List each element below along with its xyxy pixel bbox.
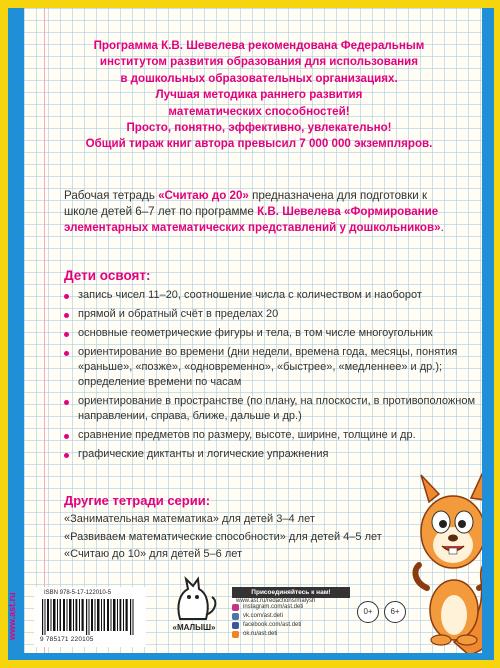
intro-block (54, 38, 464, 153)
intro-line: Программа К.В. Шевелева рекомендована Федеральным (93, 39, 425, 52)
intro-line: Просто, понятно, эффективно, увлекательно! (126, 121, 392, 135)
skill-text: ориентирование во времени (дни недели, времена года, месяцы, понятия «раньше», «позже», «одновременно», «быстрее», «медленнее» и др.); определение времени по часам (78, 346, 458, 388)
skill-text: сравнение предметов по размеру, высоте, ширине, толщине и др. (78, 429, 416, 441)
desc-text: Рабочая тетрадь (64, 189, 159, 202)
list-item (64, 394, 479, 424)
vk-icon (232, 613, 239, 620)
squirrel-illustration (409, 470, 482, 653)
list-item (64, 447, 479, 462)
bullet-icon (64, 313, 69, 318)
bullet-icon (64, 351, 69, 356)
list-item (64, 345, 479, 390)
social-link-instagram[interactable]: instagram.com/ast.deti (232, 603, 350, 612)
ok-icon (232, 631, 239, 638)
intro-line: институтом развития образования для использования (99, 55, 419, 69)
social-links (232, 603, 350, 649)
series-item: «Занимательная математика» для детей 3–4 лет (64, 513, 315, 525)
program-name: К.В. Шевелева «Формирование элементарных математических представлений у дошкольников» (64, 205, 441, 235)
cat-logo-icon (166, 575, 222, 623)
isbn-text: ISBN 978-5-17-122010-5 (44, 590, 112, 596)
bullet-icon (64, 434, 69, 439)
age-badge: 0+ (357, 601, 379, 623)
bullet-icon (64, 400, 69, 405)
instagram-icon (232, 604, 239, 611)
skills-list (64, 288, 479, 466)
social-link-vk[interactable]: vk.com/ast.deti (232, 612, 350, 621)
social-link-ok[interactable]: ok.ru/ast.deti (232, 630, 350, 639)
bullet-icon (64, 332, 69, 337)
age-badge: 6+ (384, 601, 406, 623)
intro-line: в дошкольных образовательных организациях. (120, 71, 398, 85)
series-item: «Развиваем математические способности» для детей 4–5 лет (64, 530, 382, 543)
desc-end: . (440, 221, 444, 235)
series-item: «Считаю до 10» для детей 5–6 лет (64, 548, 243, 560)
bullet-icon (64, 294, 69, 299)
skill-text: основные геометрические фигуры и тела, в том числе многоугольник (78, 327, 433, 339)
skill-text: ориентирование в пространстве (по плану, на плоскости, в противоположном направлении, справа, ближе, дальше и др.) (78, 395, 476, 422)
list-item (64, 428, 479, 443)
intro-line: Лучшая методика раннего развития (155, 88, 363, 102)
barcode-number: 9 785171 220105 (40, 636, 94, 643)
barcode (34, 587, 146, 647)
publisher-logo (166, 575, 222, 647)
skills-heading: Дети освоят: (64, 268, 151, 283)
intro-line: математических способностей! (168, 104, 350, 118)
list-item (64, 307, 479, 322)
side-url: www.ast.ru (7, 592, 17, 640)
series-heading: Другие тетради серии: (64, 493, 211, 508)
join-label: Присоединяйтесь к нам! (232, 587, 350, 598)
intro-line: Общий тираж книг автора превысил 7 000 000 экземпляров. (85, 137, 433, 151)
list-item (64, 326, 479, 341)
skill-text: запись чисел 11–20, соотношение числа с количеством и наоборот (78, 289, 422, 301)
series-list (64, 513, 464, 566)
facebook-icon (232, 622, 239, 629)
bullet-icon (64, 453, 69, 458)
barcode-bars-icon (40, 599, 140, 635)
skill-text: графические диктанты и логические упражнения (78, 448, 329, 460)
book-description (64, 188, 464, 237)
back-cover (24, 8, 482, 653)
publisher-name: «МАЛЫШ» (172, 623, 216, 632)
list-item (64, 288, 479, 303)
social-link-facebook[interactable]: facebook.com/ast.deti (232, 621, 350, 630)
join-url[interactable]: www.ast.ru/redactions/malysh (236, 598, 316, 604)
book-title: «Считаю до 20» (158, 189, 249, 202)
skill-text: прямой и обратный счёт в пределах 20 (78, 308, 279, 320)
desc-text: предназначена для подготовки к школе детей 6–7 лет по программе (64, 189, 428, 219)
